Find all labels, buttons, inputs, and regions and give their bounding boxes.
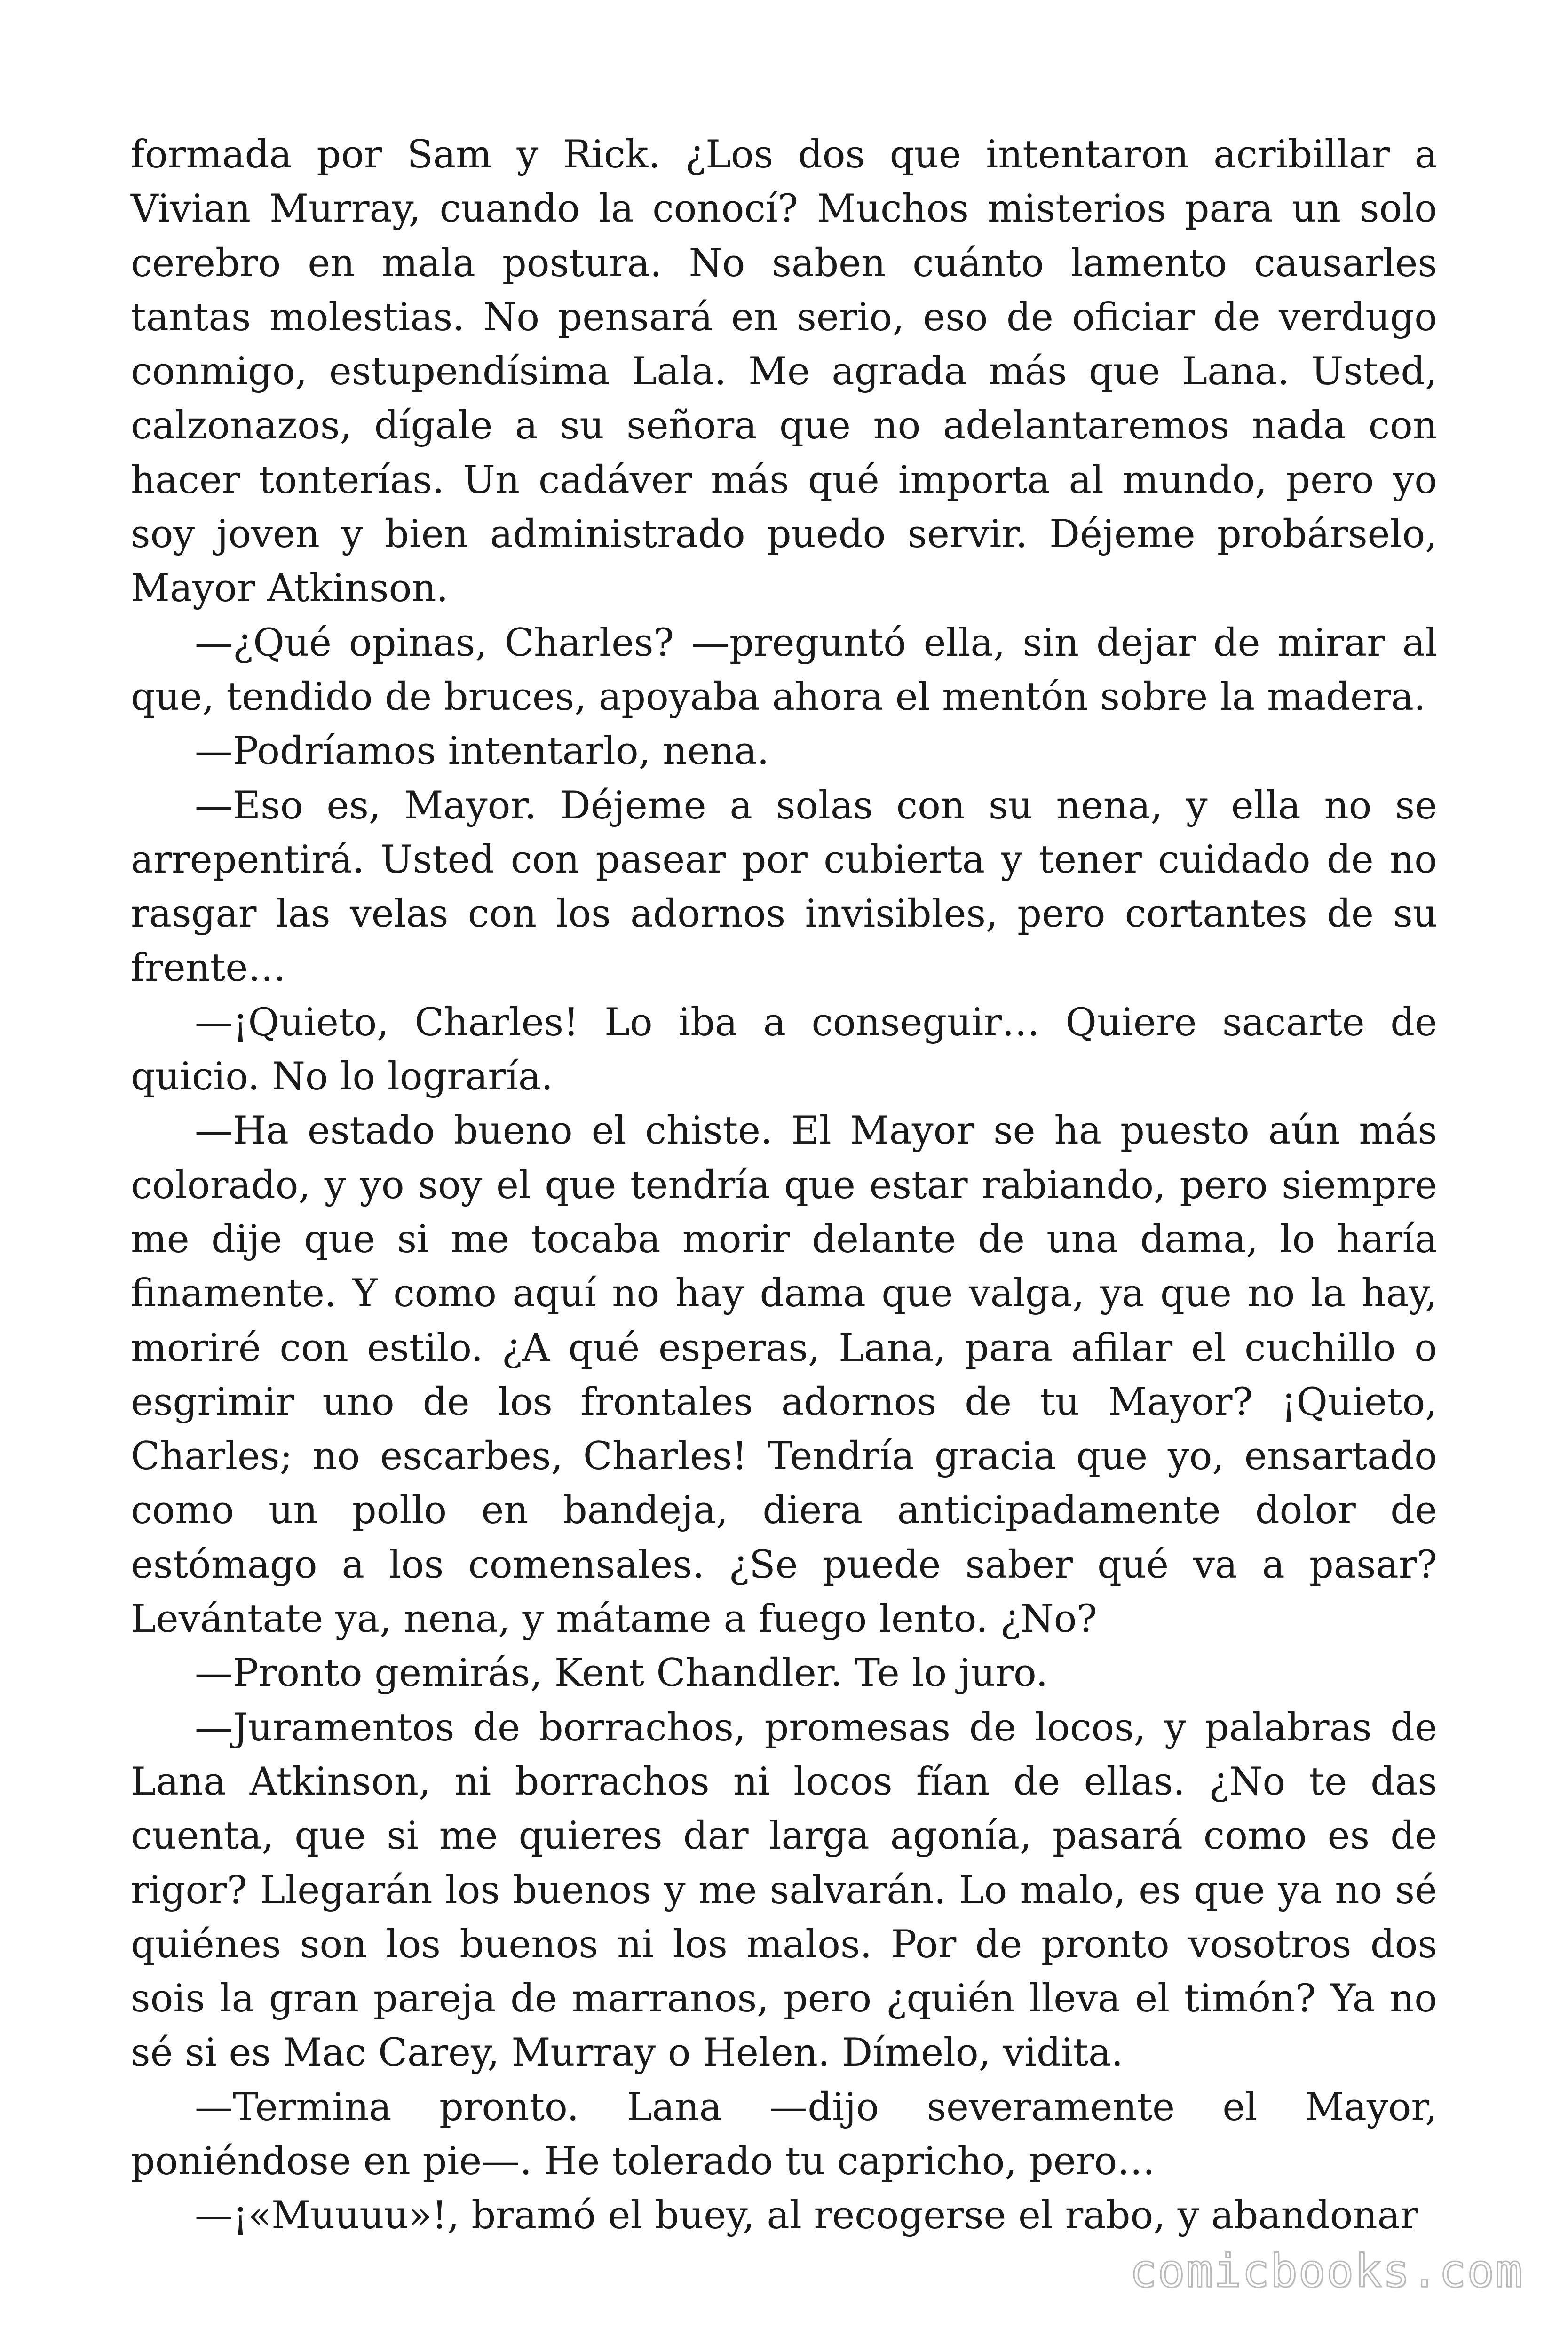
paragraph-2: —¿Qué opinas, Charles? —preguntó ella, sin dejar de mirar al que, tendido de bruces, apoyaba ahora el mentón sobre la madera. xyxy=(131,620,1437,719)
paragraph-7: —Pronto gemirás, Kent Chandler. Te lo juro. xyxy=(195,1651,1048,1696)
paragraph-10: —¡«Muuuu»!, bramó el buey, al recogerse el rabo, y abandonar xyxy=(195,2193,1418,2238)
page-body xyxy=(131,128,1437,2243)
watermark: comicbooks.com xyxy=(1129,2245,1523,2297)
paragraph-5: —¡Quieto, Charles! Lo iba a conseguir… Quiere sacarte de quicio. No lo lograría. xyxy=(131,1000,1437,1099)
paragraph-9: —Termina pronto. Lana —dijo severamente el Mayor, poniéndose en pie—. He tolerado tu capricho, pero… xyxy=(131,2085,1437,2184)
paragraph-3: —Podríamos intentarlo, nena. xyxy=(195,729,769,774)
paragraph-1: formada por Sam y Rick. ¿Los dos que intentaron acribillar a Vivian Murray, cuando la conocí? Muchos misterios para un solo cerebro en mala postura. No saben cuánto lamento causarles tantas molestias. No pensará en serio, eso de oficiar de verdugo conmigo, estupendísima Lala. Me agrada más que Lana. Usted, calzonazos, dígale a su señora que no adelantaremos nada con hacer tonterías. Un cadáver más qué importa al mundo, pero yo soy joven y bien administrado puedo servir. Déjeme probárselo, Mayor Atkinson. xyxy=(131,133,1437,611)
paragraph-4: —Eso es, Mayor. Déjeme a solas con su nena, y ella no se arrepentirá. Usted con pasear por cubierta y tener cuidado de no rasgar las velas con los adornos invisibles, pero cortantes de su frente… xyxy=(131,783,1437,991)
paragraph-8: —Juramentos de borrachos, promesas de locos, y palabras de Lana Atkinson, ni borrachos ni locos fían de ellas. ¿No te das cuenta, que si me quieres dar larga agonía, pasará como es de rigor? Llegarán los buenos y me salvarán. Lo malo, es que ya no sé quiénes son los buenos ni los malos. Por de pronto vosotros dos sois la gran pareja de marranos, pero ¿quién lleva el timón? Ya no sé si es Mac Carey, Murray o Helen. Dímelo, vidita. xyxy=(131,1705,1437,2075)
paragraph-6: —Ha estado bueno el chiste. El Mayor se ha puesto aún más colorado, y yo soy el que tendría que estar rabiando, pero siempre me dije que si me tocaba morir delante de una dama, lo haría finamente. Y como aquí no hay dama que valga, ya que no la hay, moriré con estilo. ¿A qué esperas, Lana, para afilar el cuchillo o esgrimir uno de los frontales adornos de tu Mayor? ¡Quieto, Charles; no escarbes, Charles! Tendría gracia que yo, ensartado como un pollo en bandeja, diera anticipadamente dolor de estómago a los comensales. ¿Se puede saber qué va a pasar? Levántate ya, nena, y mátame a fuego lento. ¿No? xyxy=(131,1109,1437,1642)
